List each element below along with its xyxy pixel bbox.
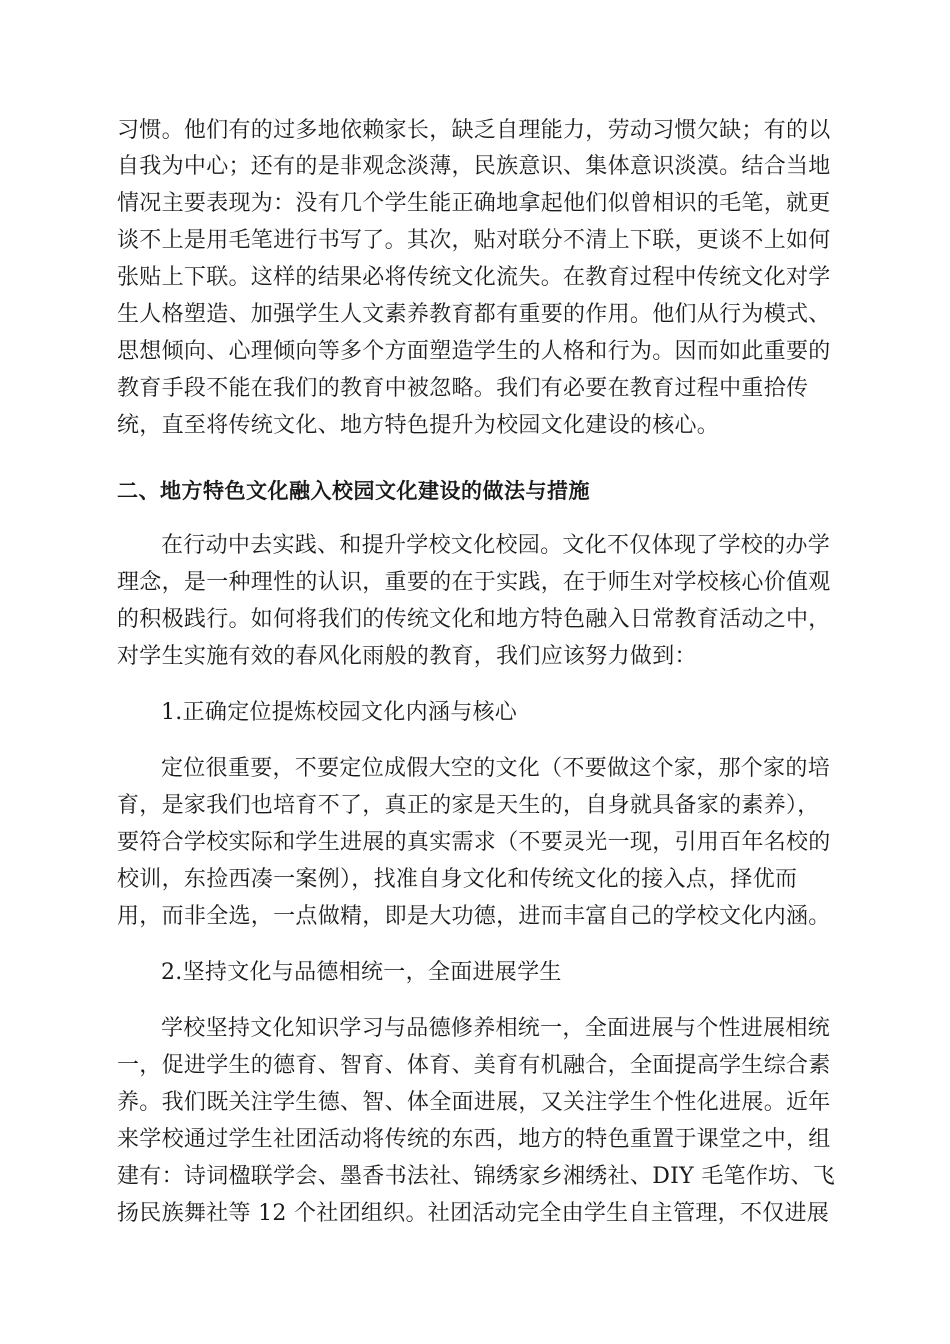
text-line: 的积极践行。如何将我们的传统文化和地方特色融入日常教育活动之中，: [117, 607, 831, 632]
text-line: 生人格塑造、加强学生人文素养教育都有重要的作用。他们从行为模式、: [117, 302, 831, 327]
text-line: 理念，是一种理性的认识，重要的在于实践，在于师生对学校核心价值观: [117, 570, 831, 595]
text-line: 思想倾向、心理倾向等多个方面塑造学生的人格和行为。因而如此重要的: [117, 339, 831, 364]
text-line: 要符合学校实际和学生进展的真实需求（不要灵光一现，引用百年名校的: [117, 830, 831, 855]
text-line: 教育手段不能在我们的教育中被忽略。我们有必要在教育过程中重拾传: [117, 376, 809, 401]
section-heading: 二、地方特色文化融入校园文化建设的做法与措施: [117, 479, 590, 503]
text-line: 校训，东捡西凑一案例），找准自身文化和传统文化的接入点，择优而: [117, 867, 798, 892]
subsection-title-1: 1.正确定位提炼校园文化内涵与核心: [161, 700, 518, 725]
text-line: 养。我们既关注学生德、智、体全面进展，又关注学生个性化进展。近年: [117, 1090, 831, 1115]
text-line: 定位很重要，不要定位成假大空的文化（不要做这个家，那个家的培: [161, 756, 831, 781]
subsection-title-2: 2.坚持文化与品德相统一，全面进展学生: [161, 960, 562, 985]
text-line: 张贴上下联。这样的结果必将传统文化流失。在教育过程中传统文化对学: [117, 265, 831, 290]
text-line: 建有：诗词楹联学会、墨香书法社、锦绣家乡湘绣社、DIY 毛笔作坊、飞: [117, 1164, 836, 1189]
text-line: 用，而非全选，一点做精，即是大功德，进而丰富自己的学校文化内涵。: [117, 904, 831, 929]
text-line: 习惯。他们有的过多地依赖家长，缺乏自理能力，劳动习惯欠缺；有的以: [117, 118, 831, 143]
text-line: 统，直至将传统文化、地方特色提升为校园文化建设的核心。: [117, 413, 720, 438]
text-line: 自我为中心；还有的是非观念淡薄，民族意识、集体意识淡漠。结合当地: [117, 154, 831, 179]
text-line: 谈不上是用毛笔进行书写了。其次，贴对联分不清上下联，更谈不上如何: [117, 228, 831, 253]
text-line: 育，是家我们也培育不了，真正的家是天生的，自身就具备家的素养），: [117, 793, 820, 818]
text-line: 在行动中去实践、和提升学校文化校园。文化不仅体现了学校的办学: [161, 533, 831, 558]
text-line: 一，促进学生的德育、智育、体育、美育有机融合，全面提高学生综合素: [117, 1053, 831, 1078]
text-line: 对学生实施有效的春风化雨般的教育，我们应该努力做到：: [117, 644, 697, 669]
text-line: 来学校通过学生社团活动将传统的东西，地方的特色重置于课堂之中，组: [117, 1127, 831, 1152]
text-line: 学校坚持文化知识学习与品德修养相统一，全面进展与个性进展相统: [161, 1016, 831, 1041]
text-line: 扬民族舞社等 12 个社团组织。社团活动完全由学生自主管理，不仅进展: [117, 1201, 830, 1226]
text-line: 情况主要表现为：没有几个学生能正确地拿起他们似曾相识的毛笔，就更: [117, 191, 831, 216]
